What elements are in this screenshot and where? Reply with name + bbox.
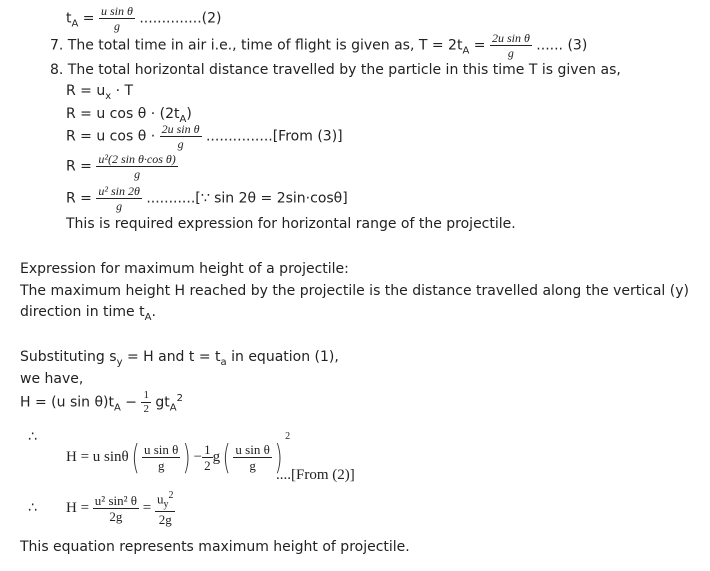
eq2-n2: u xyxy=(156,491,164,507)
sub-a-sub: y xyxy=(116,356,123,368)
h-post-sub: A xyxy=(169,402,177,414)
eq1-paren-close-1: ) xyxy=(183,437,192,478)
sub-c: in equation (1), xyxy=(226,349,339,365)
h-half-fraction xyxy=(141,390,151,415)
r4-fraction xyxy=(96,153,177,180)
eq2-eq: = xyxy=(142,500,152,516)
ta-num: u sin θ xyxy=(100,4,133,18)
item-7-text: 7. The total time in air i.e., time of flight is given as, T = 2t xyxy=(50,37,463,54)
r5-den: g xyxy=(116,199,123,213)
h-post-sup: 2 xyxy=(176,393,183,404)
h-half-den: 2 xyxy=(143,403,149,416)
item-7-num: 2u sin θ xyxy=(491,31,530,45)
eq2-d2: 2g xyxy=(158,512,172,528)
r2-pre: R = u cos θ · (2t xyxy=(66,106,180,122)
item-7-eq: = xyxy=(469,37,486,54)
eq1-sup: 2 xyxy=(285,431,291,442)
eq1-d2: 2 xyxy=(204,458,211,474)
eq2-n2-sup: 2 xyxy=(168,490,174,502)
r3-fraction xyxy=(160,123,202,150)
hmax-title: Expression for maximum height of a projectile: xyxy=(20,261,349,277)
h-final-equation xyxy=(66,488,175,528)
range-step-1 xyxy=(66,82,133,106)
r2-post: ) xyxy=(186,106,192,122)
r1-post: · T xyxy=(111,83,134,99)
eq1-paren-open-2: ( xyxy=(222,437,231,478)
range-step-4 xyxy=(66,153,178,180)
eq1-minus: − xyxy=(193,449,203,465)
ta-eq: = xyxy=(78,10,95,27)
h-post: gt xyxy=(150,394,170,411)
conclusion: This equation represents maximum height of projectile. xyxy=(20,539,410,555)
we-have: we have, xyxy=(20,371,84,387)
hmax-p2-post: . xyxy=(151,304,156,320)
range-step-3 xyxy=(66,123,343,150)
range-note: This is required expression for horizontal range of the projectile. xyxy=(66,216,516,232)
eq1-n1: u sin θ xyxy=(144,442,179,458)
r2-sub: A xyxy=(179,113,187,125)
eq1-d3: g xyxy=(249,458,256,474)
eq1-fraction-2 xyxy=(202,443,213,472)
ta-equation xyxy=(66,5,221,33)
r4-pre: R = xyxy=(66,158,92,175)
item-7-sub: A xyxy=(462,45,470,57)
eq2-n2-group xyxy=(155,491,176,512)
r3-num: 2u sin θ xyxy=(161,122,200,136)
eq1-n2: 1 xyxy=(204,442,211,458)
ta-den: g xyxy=(113,19,120,33)
therefore-symbol-1: ∴ xyxy=(28,429,37,445)
r1-sub: x xyxy=(105,90,112,102)
from-2-ref: ....[From (2)] xyxy=(276,467,355,483)
hmax-paragraph-line-1: The maximum height H reached by the projectile is the distance travelled along the vertical (y) xyxy=(20,283,689,299)
hmax-paragraph-line-2 xyxy=(20,303,156,327)
hmax-p2-pre: direction in time t xyxy=(20,304,145,320)
ta-ref: ..............(2) xyxy=(139,10,222,27)
eq2-n1: u² sin² θ xyxy=(94,493,137,509)
sub-b: = H and t = t xyxy=(122,349,221,365)
eq1-fraction-1 xyxy=(142,443,180,472)
h-equation xyxy=(20,390,183,417)
eq1-paren-close-2: ) xyxy=(274,437,283,478)
r5-ref: ...........[∵ sin 2θ = 2sin·cosθ] xyxy=(146,190,348,207)
therefore-symbol-2: ∴ xyxy=(28,500,37,516)
sub-b-sub: a xyxy=(220,356,227,368)
eq1-fraction-3 xyxy=(233,443,271,472)
eq1-paren-open-1: ( xyxy=(131,437,140,478)
r5-fraction xyxy=(96,185,142,212)
eq1-g: g xyxy=(212,449,221,465)
item-7 xyxy=(50,32,587,60)
h-half-num: 1 xyxy=(143,389,149,402)
r4-den: g xyxy=(134,167,141,181)
eq1-lhs: H = u sinθ xyxy=(66,449,129,465)
item-8: 8. The total horizontal distance travelled by the particle in this time T is given as, xyxy=(50,62,621,78)
r3-ref: ...............[From (3)] xyxy=(205,128,343,145)
sub-a: Substituting s xyxy=(20,349,117,365)
ta-lhs: t xyxy=(66,10,72,27)
item-7-ref: ...... (3) xyxy=(536,37,588,54)
eq2-lhs: H = xyxy=(66,500,90,516)
eq1-n3: u sin θ xyxy=(235,442,270,458)
r4-num: u²(2 sin θ·cos θ) xyxy=(98,152,176,166)
h-sub: A xyxy=(113,402,121,414)
r3-pre: R = u cos θ · xyxy=(66,128,156,145)
eq2-n2-sub: y xyxy=(163,499,169,511)
r1-pre: R = u xyxy=(66,83,106,99)
hmax-p2-sub: A xyxy=(144,311,152,323)
substituting-line xyxy=(20,348,339,372)
item-7-fraction xyxy=(490,32,532,59)
eq2-d1: 2g xyxy=(109,509,123,525)
r5-pre: R = xyxy=(66,190,92,207)
h-mid: − xyxy=(120,394,142,411)
eq1-d1: g xyxy=(157,458,165,474)
ta-lhs-sub: A xyxy=(71,18,79,30)
r5-num: u² sin 2θ xyxy=(98,184,140,198)
h-expanded-equation xyxy=(66,415,290,480)
range-step-5 xyxy=(66,185,348,212)
eq2-fraction-2 xyxy=(155,491,176,526)
item-7-den: g xyxy=(507,46,514,60)
r3-den: g xyxy=(177,137,184,151)
ta-fraction xyxy=(99,5,135,32)
eq2-fraction-1 xyxy=(93,494,139,523)
h-pre: H = (u sin θ)t xyxy=(20,394,114,411)
